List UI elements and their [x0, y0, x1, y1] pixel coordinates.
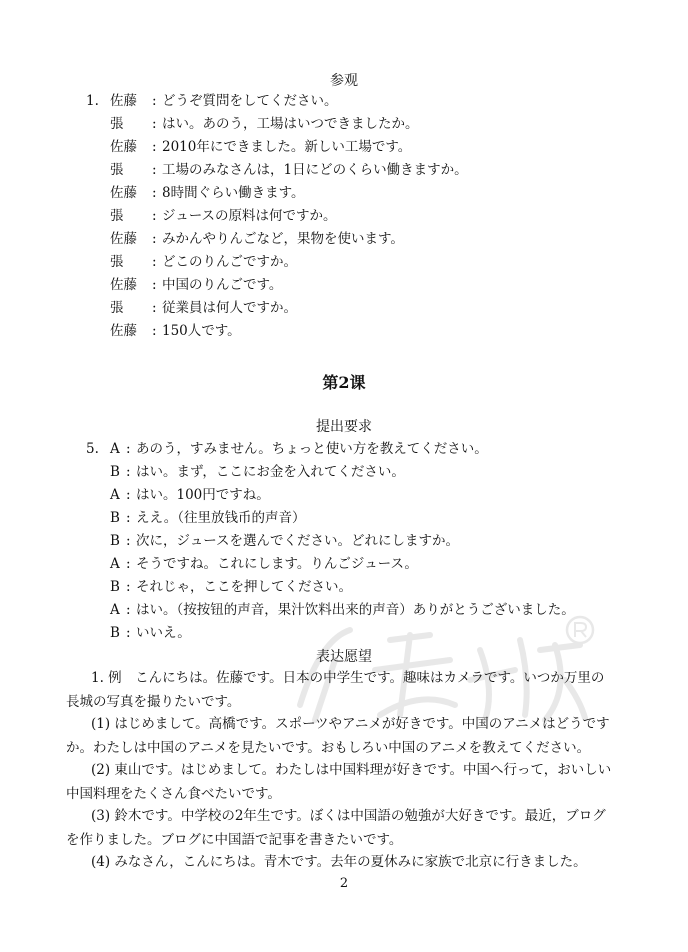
example-paragraph: 1. 例 こんにちは。佐藤です。日本の中学生です。趣味はカメラです。いつか万里の長城の写真を撮りたいです。: [66, 670, 605, 710]
dialogue-line: [110, 322, 241, 340]
dialogue-text: みかんやりんごなど，果物を使います。: [162, 231, 404, 247]
dialogue-line: [110, 184, 305, 202]
dialogue-text: 150人です。: [162, 323, 241, 339]
separator: :: [152, 162, 157, 178]
item-number: 1.: [86, 93, 99, 109]
speaker: B: [110, 464, 120, 480]
dialogue-line: [110, 276, 282, 294]
speaker: 佐藤: [110, 93, 137, 109]
speaker: 佐藤: [110, 139, 137, 155]
separator: :: [126, 556, 131, 572]
speaker: 張: [110, 300, 124, 316]
dialogue-text: 工場のみなさんは，1日にどのくらい働きますか。: [162, 162, 468, 178]
dialogue-line: [110, 115, 419, 133]
speaker: 張: [110, 162, 124, 178]
separator: :: [126, 579, 131, 595]
speaker: A: [110, 556, 120, 572]
dialogue-line: [110, 230, 404, 248]
separator: :: [126, 533, 131, 549]
dialogue-text: 次に，ジュースを選んでください。どれにしますか。: [136, 533, 460, 549]
page-number: 2: [339, 876, 349, 891]
dialogue-line: [110, 253, 297, 271]
dialogue-line: [110, 299, 297, 317]
dialogue-line: [110, 509, 306, 527]
exercise-paragraph: (3) 鈴木です。中学校の2年生です。ぼくは中国語の勉強が大好きです。最近，ブログを作りました。ブログに中国語で記事を書きたいです。: [66, 808, 606, 848]
dialogue-text: 8時間ぐらい働きます。: [162, 185, 305, 201]
dialogue-text: ええ。（往里放钱币的声音）: [136, 510, 306, 526]
dialogue-line: [110, 578, 352, 596]
speaker: B: [110, 533, 120, 549]
dialogue-text: それじゃ，ここを押してください。: [136, 579, 352, 595]
dialogue-text: どこのりんごですか。: [162, 254, 297, 270]
lesson-title: 第2课: [322, 373, 366, 392]
speaker: 佐藤: [110, 323, 137, 339]
separator: :: [152, 185, 157, 201]
separator: :: [152, 116, 157, 132]
separator: :: [152, 231, 157, 247]
dialogue-line: [86, 92, 338, 110]
dialogue-text: どうぞ質問をしてください。: [162, 93, 338, 109]
speaker: A: [110, 441, 120, 457]
item-number: 5.: [86, 441, 99, 457]
separator: :: [126, 602, 131, 618]
section-title-wish: 表达愿望: [316, 649, 372, 665]
dialogue-text: いいえ。: [136, 625, 191, 641]
dialogue-line: [110, 463, 405, 481]
separator: :: [152, 93, 157, 109]
speaker: A: [110, 602, 120, 618]
separator: :: [152, 323, 157, 339]
dialogue-text: 中国のりんごです。: [162, 277, 283, 293]
exercise-paragraph: (2) 東山です。はじめまして。わたしは中国料理が好きです。中国へ行って，おいしい中国料理をたくさん食べたいです。: [66, 762, 612, 802]
dialogue-line: [110, 555, 418, 573]
speaker: 張: [110, 208, 124, 224]
dialogue-line: [110, 138, 411, 156]
dialogue-text: あのう，すみません。ちょっと使い方を教えてください。: [136, 441, 488, 457]
speaker: 張: [110, 254, 124, 270]
section-title-visit: 参观: [330, 73, 358, 89]
dialogue-text: そうですね。これにします。りんごジュース。: [136, 556, 418, 572]
dialogue-line: [110, 161, 468, 179]
exercise-paragraph: (4) みなさん，こんにちは。青木です。去年の夏休みに家族で北京に行きました。: [91, 854, 587, 870]
separator: :: [126, 487, 131, 503]
separator: :: [152, 208, 157, 224]
separator: :: [152, 277, 157, 293]
separator: :: [126, 625, 131, 641]
dialogue-text: はい。（按按钮的声音，果汁饮料出来的声音）ありがとうございました。: [136, 602, 575, 618]
dialogue-text: 従業員は何人ですか。: [162, 300, 297, 316]
separator: :: [152, 139, 157, 155]
section-title-request: 提出要求: [316, 419, 372, 435]
dialogue-text: はい。100円ですね。: [136, 487, 270, 503]
speaker: B: [110, 625, 120, 641]
separator: :: [152, 300, 157, 316]
separator: :: [126, 464, 131, 480]
dialogue-line: [110, 486, 270, 504]
dialogue-line: [86, 440, 488, 458]
speaker: B: [110, 510, 120, 526]
dialogue-line: [110, 624, 191, 642]
separator: :: [126, 441, 131, 457]
dialogue-text: ジュースの原料は何ですか。: [162, 208, 337, 224]
dialogue-text: はい。まず，ここにお金を入れてください。: [136, 464, 405, 480]
speaker: 佐藤: [110, 185, 137, 201]
dialogue-text: はい。あのう，工場はいつできましたか。: [162, 116, 419, 132]
dialogue-line: [110, 532, 459, 550]
speaker: A: [110, 487, 120, 503]
dialogue-line: [110, 601, 575, 619]
separator: :: [126, 510, 131, 526]
speaker: 張: [110, 116, 124, 132]
separator: :: [152, 254, 157, 270]
dialogue-text: 2010年にできました。新しい工場です。: [162, 139, 412, 155]
dialogue-line: [110, 207, 337, 225]
speaker: 佐藤: [110, 231, 137, 247]
speaker: 佐藤: [110, 277, 137, 293]
exercise-paragraph: (1) はじめまして。高橋です。スポーツやアニメが好きです。中国のアニメはどうですか。わたしは中国のアニメを見たいです。おもしろい中国のアニメを教えてください。: [66, 716, 610, 756]
speaker: B: [110, 579, 120, 595]
